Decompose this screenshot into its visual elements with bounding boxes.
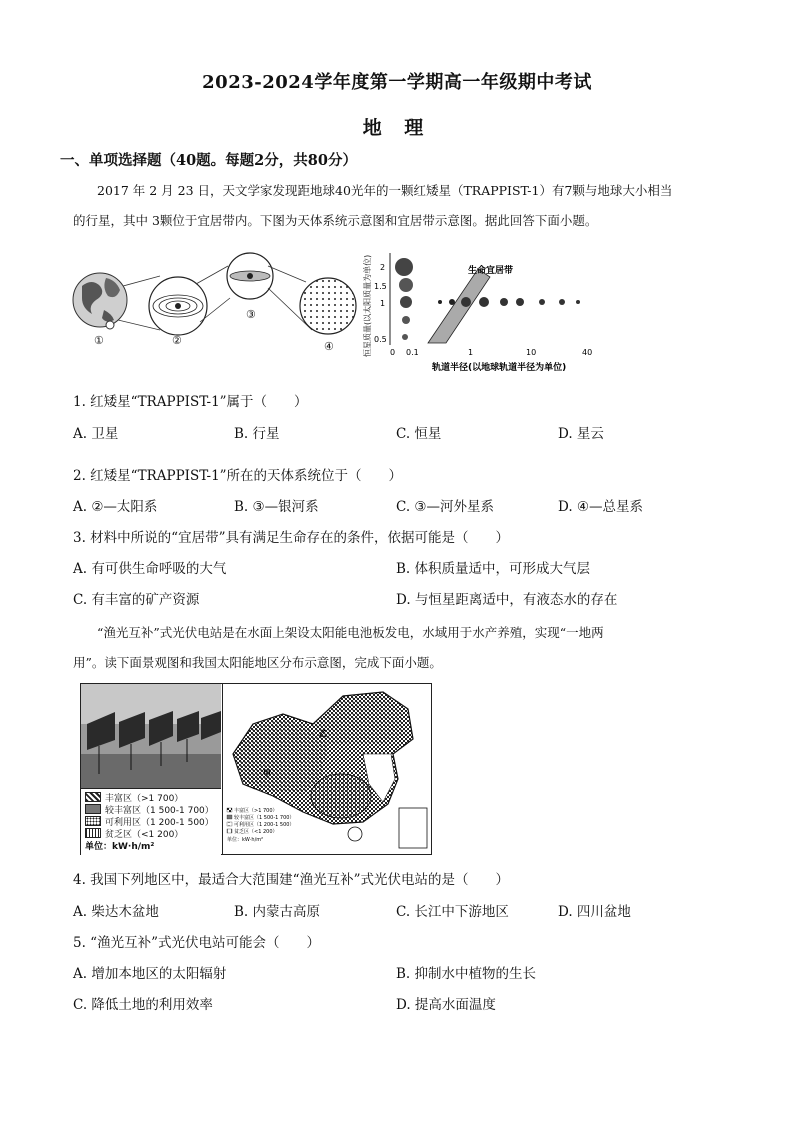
x-tick-40: 40 <box>582 348 593 357</box>
q4-option-a[interactable]: A. 柴达木盆地 <box>73 904 159 920</box>
celestial-system-figure <box>68 248 358 358</box>
passage-1-line-1: 2017 年 2 月 23 日，天文学家发现距地球40光年的一颗红矮星（TRAPPIST-1）有7颗与地球大小相当 <box>97 183 673 198</box>
china-solar-map <box>222 684 431 854</box>
figure-label-1: ① <box>94 334 104 347</box>
x-tick-0-1: 0.1 <box>406 348 419 357</box>
legend-swatch-poor <box>85 828 101 838</box>
q3-option-a[interactable]: A. 有可供生命呼吸的大气 <box>73 561 227 577</box>
galaxy-diagram <box>227 253 273 299</box>
legend-label-poor: 贫乏区（<1 200） <box>105 829 184 840</box>
map-legend-poor: 贫乏区（<1 200） <box>234 829 278 835</box>
legend-swatch-rich <box>85 792 101 802</box>
map-legend-fairly-rich: 较丰富区（1 500-1 700） <box>234 815 295 821</box>
question-4-stem: 4. 我国下列地区中，最适合大范围建“渔光互补”式光伏电站的是（ ） <box>73 872 509 888</box>
figure-label-4: ④ <box>324 340 334 353</box>
question-5-stem: 5. “渔光互补”式光伏电站可能会（ ） <box>73 935 320 951</box>
y-tick-2: 2 <box>380 263 386 272</box>
passage-1-line-2: 的行星，其中 3颗位于宜居带内。下图为天体系统示意图和宜居带示意图。据此回答下面小题。 <box>73 213 598 228</box>
figure-label-2: ② <box>172 334 182 347</box>
x-tick-0: 0 <box>390 348 396 357</box>
q2-option-b[interactable]: B. ③—银河系 <box>234 499 319 515</box>
q3-option-b[interactable]: B. 体积质量适中，可形成大气层 <box>396 561 591 577</box>
passage-1 <box>73 176 733 236</box>
question-3-stem: 3. 材料中所说的“宜居带”具有满足生命存在的条件，依据可能是（ ） <box>73 530 509 546</box>
passage-2-line-1: “渔光互补”式光伏电站是在水面上架设太阳能电池板发电，水域用于水产养殖，实现“一地两 <box>97 625 604 640</box>
solar-panels-photo <box>81 684 221 788</box>
chart-ylabel: 恒星质量(以太阳质量为单位) <box>363 254 372 357</box>
chart-xlabel: 轨道半径(以地球轨道半径为单位) <box>432 363 567 373</box>
q2-option-c[interactable]: C. ③—河外星系 <box>396 499 495 515</box>
passage-2-line-2: 用”。读下面景观图和我国太阳能地区分布示意图，完成下面小题。 <box>73 655 442 670</box>
exam-title: 2023-2024学年度第一学期高一年级期中考试 <box>202 72 592 93</box>
q1-option-a[interactable]: A. 卫星 <box>73 426 119 442</box>
legend-label-usable: 可利用区（1 200-1 500） <box>105 817 214 828</box>
habitable-zone-band <box>428 269 490 343</box>
q2-option-d[interactable]: D. ④—总星系 <box>558 499 644 515</box>
q3-option-c[interactable]: C. 有丰富的矿产资源 <box>73 592 200 608</box>
map-legend-usable: 可利用区（1 200-1 500） <box>234 822 295 828</box>
x-tick-10: 10 <box>526 348 537 357</box>
q1-option-b[interactable]: B. 行星 <box>234 426 280 442</box>
universe-diagram <box>300 278 356 334</box>
q4-option-b[interactable]: B. 内蒙古高原 <box>234 904 321 920</box>
legend-label-fairly-rich: 较丰富区（1 500-1 700） <box>105 805 214 816</box>
figure-label-3: ③ <box>246 308 256 321</box>
y-tick-1: 1 <box>380 299 386 308</box>
solar-figure <box>80 683 432 855</box>
q1-option-c[interactable]: C. 恒星 <box>396 426 442 442</box>
q4-option-d[interactable]: D. 四川盆地 <box>558 904 631 920</box>
legend-label-rich: 丰富区（>1 700） <box>105 793 184 804</box>
q5-option-a[interactable]: A. 增加本地区的太阳辐射 <box>73 966 227 982</box>
section-heading: 一、单项选择题（40题。每题2分，共80分） <box>60 152 357 169</box>
subject-title: 地 理 <box>362 117 432 139</box>
habitable-zone-label: 生命宜居带 <box>468 266 514 276</box>
legend-unit: 单位：kW·h/m² <box>85 842 155 852</box>
x-tick-1: 1 <box>468 348 474 357</box>
habitable-zone-chart <box>358 245 608 375</box>
map-legend-rich: 丰富区（>1 700） <box>234 808 278 814</box>
q2-option-a[interactable]: A. ②—太阳系 <box>73 499 158 515</box>
earth-globe-icon <box>73 273 127 327</box>
question-2-stem: 2. 红矮星“TRAPPIST-1”所在的天体系统位于（ ） <box>73 468 403 484</box>
photo-legend <box>81 788 221 855</box>
q5-option-c[interactable]: C. 降低土地的利用效率 <box>73 997 213 1013</box>
passage-2 <box>73 618 733 678</box>
question-1-stem: 1. 红矮星“TRAPPIST-1”属于（ ） <box>73 394 308 410</box>
map-region-jia: 甲 <box>263 768 271 778</box>
q3-option-d[interactable]: D. 与恒星距离适中，有液态水的存在 <box>396 592 618 608</box>
legend-swatch-usable <box>85 816 101 826</box>
y-tick-0-5: 0.5 <box>374 335 387 344</box>
solar-system-diagram <box>149 277 207 335</box>
q4-option-c[interactable]: C. 长江中下游地区 <box>396 904 509 920</box>
y-tick-1-5: 1.5 <box>374 282 387 291</box>
q5-option-d[interactable]: D. 提高水面温度 <box>396 997 496 1013</box>
map-region-yi: 乙 <box>319 728 327 738</box>
legend-swatch-fairly-rich <box>85 804 101 814</box>
map-legend-unit: 单位：kW·h/m² <box>227 837 264 843</box>
q1-option-d[interactable]: D. 星云 <box>558 426 604 442</box>
q5-option-b[interactable]: B. 抑制水中植物的生长 <box>396 966 537 982</box>
